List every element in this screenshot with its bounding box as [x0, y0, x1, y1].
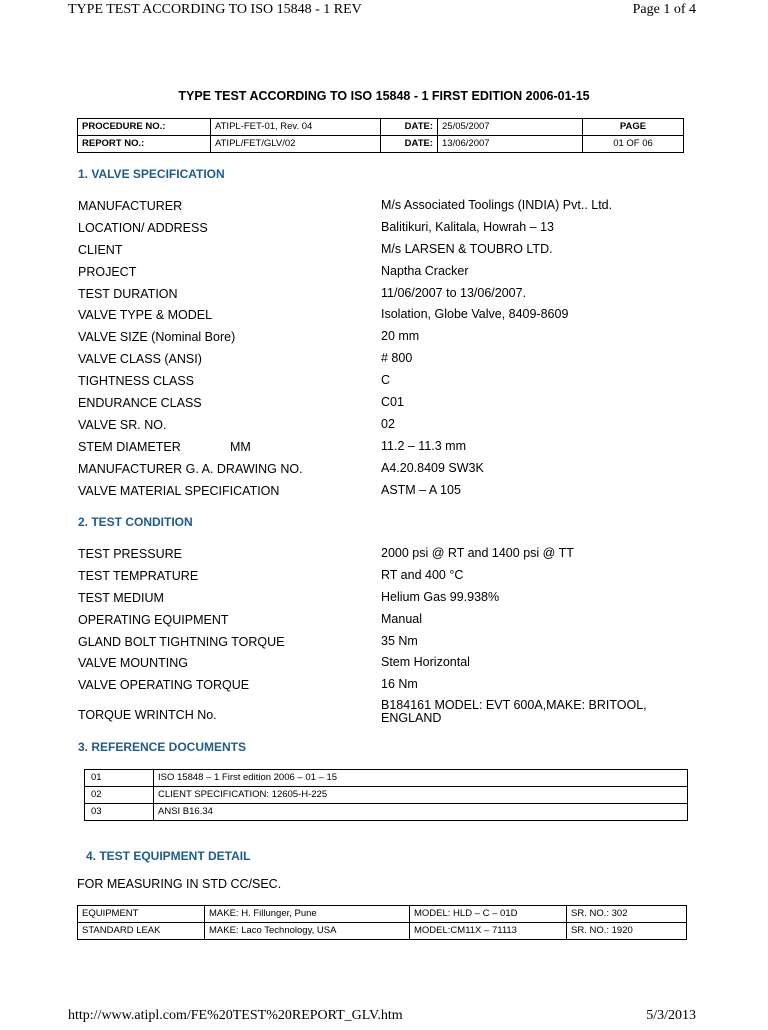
spec-value: 11.2 – 11.3 mm [381, 438, 466, 453]
print-footer-url: http://www.atipl.com/FE%20TEST%20REPORT_GLV.htm [68, 1008, 403, 1023]
print-footer-date: 5/3/2013 [646, 1008, 696, 1023]
section-heading-test-equipment: 4. TEST EQUIPMENT DETAIL [86, 849, 251, 863]
spec-key: ENDURANCE CLASS [78, 396, 202, 411]
report-label: REPORT NO.: [78, 136, 211, 153]
test-equipment-table [77, 905, 687, 940]
ref-number: 01 [85, 770, 154, 787]
spec-value: ASTM – A 105 [381, 482, 461, 497]
condition-key: TEST MEDIUM [78, 590, 164, 605]
spec-row [78, 459, 698, 481]
spec-row [78, 437, 698, 459]
condition-value: 2000 psi @ RT and 1400 psi @ TT [381, 546, 574, 560]
spec-row [78, 196, 698, 218]
spec-value: M/s LARSEN & TOUBRO LTD. [381, 241, 553, 256]
spec-row [78, 284, 698, 306]
section-heading-valve-specification: 1. VALVE SPECIFICATION [78, 167, 225, 181]
spec-value: C01 [381, 395, 404, 410]
spec-row [78, 481, 698, 503]
ref-text: ISO 15848 – 1 First edition 2006 – 01 – 15 [154, 770, 688, 787]
spec-row [78, 349, 698, 371]
spec-value: A4.20.8409 SW3K [381, 460, 484, 475]
header-row-procedure [78, 119, 684, 136]
condition-key: TORQUE WRINTCH No. [78, 708, 217, 723]
condition-key: VALVE OPERATING TORQUE [78, 678, 250, 693]
spec-row [78, 393, 698, 415]
spec-key: VALVE TYPE & MODEL [78, 308, 213, 323]
condition-row [78, 675, 698, 697]
page-value: 01 OF 06 [583, 136, 684, 153]
print-footer [0, 1006, 768, 1030]
spec-value: Balitikuri, Kalitala, Howrah – 13 [381, 219, 554, 234]
condition-row [78, 544, 698, 566]
condition-row [78, 697, 698, 727]
spec-value: Isolation, Globe Valve, 8409-8609 [381, 307, 569, 322]
spec-key-unit: MM [230, 439, 251, 454]
condition-key: TEST TEMPRATURE [78, 568, 199, 583]
equipment-name: STANDARD LEAK [78, 923, 205, 940]
spec-row [78, 327, 698, 349]
ref-number: 03 [85, 804, 154, 821]
spec-key: PROJECT [78, 264, 137, 279]
spec-row [78, 305, 698, 327]
spec-key: VALVE CLASS (ANSI) [78, 352, 202, 367]
condition-row [78, 566, 698, 588]
condition-key: TEST PRESSURE [78, 547, 182, 561]
table-row [78, 906, 687, 923]
spec-key: TIGHTNESS CLASS [78, 374, 194, 389]
condition-value: RT and 400 °C [381, 567, 464, 582]
print-header-page: Page 1 of 4 [632, 2, 696, 17]
spec-value: 02 [381, 416, 395, 431]
equipment-make: MAKE: Laco Technology, USA [205, 923, 410, 940]
spec-key: STEM DIAMETER [78, 439, 181, 454]
equipment-name: EQUIPMENT [78, 906, 205, 923]
procedure-date: 25/05/2007 [438, 119, 583, 136]
condition-row [78, 653, 698, 675]
spec-row [78, 415, 698, 437]
test-condition-list [78, 544, 698, 727]
spec-row [78, 218, 698, 240]
section-heading-test-condition: 2. TEST CONDITION [78, 515, 193, 529]
condition-value: 16 Nm [381, 677, 418, 692]
condition-value: Manual [381, 611, 422, 626]
document-header-table [77, 118, 684, 153]
spec-value: Naptha Cracker [381, 263, 469, 278]
condition-row [78, 588, 698, 610]
report-date: 13/06/2007 [438, 136, 583, 153]
condition-row [78, 632, 698, 654]
equipment-model: MODEL: HLD – C – 01D [410, 906, 567, 923]
condition-key: OPERATING EQUIPMENT [78, 612, 229, 627]
table-row [78, 923, 687, 940]
ref-text: ANSI B16.34 [154, 804, 688, 821]
ref-text: CLIENT SPECIFICATION: 12605-H-225 [154, 787, 688, 804]
condition-key: VALVE MOUNTING [78, 656, 188, 671]
print-header [0, 0, 768, 24]
spec-key: VALVE SIZE (Nominal Bore) [78, 330, 236, 345]
table-row [85, 770, 688, 787]
date-label: DATE: [381, 136, 438, 153]
reference-documents-table [84, 769, 688, 821]
condition-value: Helium Gas 99.938% [381, 589, 500, 604]
spec-key: TEST DURATION [78, 286, 178, 301]
measurement-note: FOR MEASURING IN STD CC/SEC. [77, 877, 282, 891]
spec-key: VALVE MATERIAL SPECIFICATION [78, 483, 280, 498]
spec-key: LOCATION/ ADDRESS [78, 220, 208, 235]
spec-key: CLIENT [78, 242, 123, 257]
table-row [85, 787, 688, 804]
spec-key: MANUFACTURER [78, 199, 183, 213]
procedure-label: PROCEDURE NO.: [78, 119, 211, 136]
spec-key: MANUFACTURER G. A. DRAWING NO. [78, 461, 303, 476]
print-header-title: TYPE TEST ACCORDING TO ISO 15848 - 1 REV [68, 2, 362, 17]
ref-number: 02 [85, 787, 154, 804]
spec-key: VALVE SR. NO. [78, 417, 167, 432]
spec-key-group [78, 439, 251, 454]
section-heading-reference-documents: 3. REFERENCE DOCUMENTS [78, 740, 247, 754]
spec-value: 20 mm [381, 329, 420, 344]
spec-row [78, 262, 698, 284]
equipment-serial: SR. NO.: 302 [567, 906, 687, 923]
condition-value: Stem Horizontal [381, 655, 470, 670]
equipment-model: MODEL:CM11X – 71113 [410, 923, 567, 940]
valve-specification-list [78, 196, 698, 502]
condition-value: B184161 MODEL: EVT 600A,MAKE: BRITOOL, ENGLAND [381, 698, 647, 726]
condition-key: GLAND BOLT TIGHTNING TORQUE [78, 634, 285, 649]
equipment-serial: SR. NO.: 1920 [567, 923, 687, 940]
spec-value: M/s Associated Toolings (INDIA) Pvt.. Ltd. [381, 198, 613, 212]
table-row [85, 804, 688, 821]
document-title: TYPE TEST ACCORDING TO ISO 15848 - 1 FIRST EDITION 2006-01-15 [178, 89, 590, 103]
page-label: PAGE [583, 119, 684, 136]
date-label: DATE: [381, 119, 438, 136]
spec-value: # 800 [381, 351, 413, 366]
equipment-make: MAKE: H. Fillunger, Pune [205, 906, 410, 923]
condition-row [78, 610, 698, 632]
condition-value: 35 Nm [381, 633, 418, 648]
spec-row [78, 371, 698, 393]
procedure-value: ATIPL-FET-01, Rev. 04 [211, 119, 381, 136]
spec-value: 11/06/2007 to 13/06/2007. [381, 285, 527, 300]
report-value: ATIPL/FET/GLV/02 [211, 136, 381, 153]
spec-value: C [381, 373, 391, 388]
spec-row [78, 240, 698, 262]
header-row-report [78, 136, 684, 153]
